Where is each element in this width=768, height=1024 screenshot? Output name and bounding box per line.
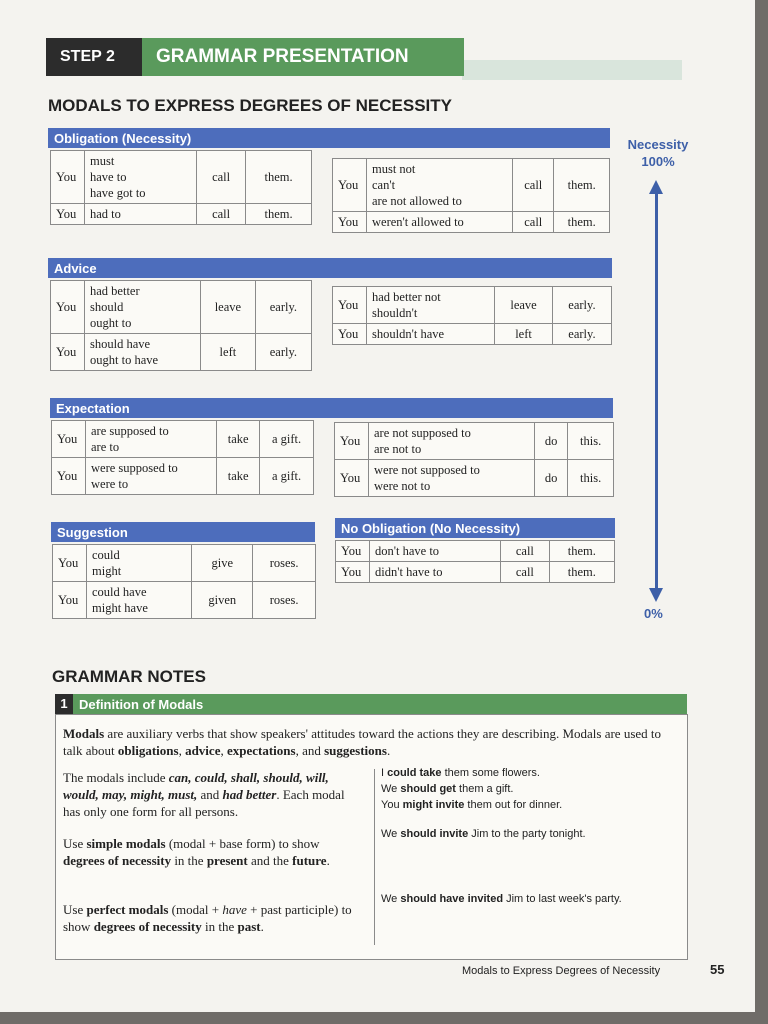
table-row — [333, 324, 612, 345]
note-section-bar — [55, 694, 687, 714]
ex4-a: We — [381, 828, 401, 840]
object-cell: this. — [568, 460, 614, 497]
note-box — [55, 714, 688, 960]
step-title: GRAMMAR PRESENTATION — [142, 38, 464, 76]
necessity-100-label: 100% — [641, 154, 675, 169]
section-suggestion-title: Suggestion — [51, 522, 315, 542]
note-section-number: 1 — [55, 694, 73, 714]
subject-cell: You — [333, 287, 367, 324]
modal-cell — [85, 281, 201, 334]
modal-phrase: had better not — [372, 290, 441, 304]
modal-phrase: must not — [372, 162, 416, 176]
verb-cell: call — [501, 541, 550, 562]
modal-phrase: could — [92, 548, 120, 562]
object-cell: them. — [554, 212, 610, 233]
grammar-notes-title: GRAMMAR NOTES — [52, 667, 206, 686]
p2-simple-modals: simple modals — [86, 836, 166, 851]
verb-cell: left — [495, 324, 553, 345]
modal-phrase: weren't allowed to — [372, 215, 464, 229]
modal-phrase: can't — [372, 178, 396, 192]
subject-cell: You — [52, 458, 86, 495]
modal-cell — [370, 541, 501, 562]
object-cell: them. — [554, 159, 610, 212]
p3-perfect-modals: perfect modals — [86, 902, 169, 917]
object-cell: this. — [568, 423, 614, 460]
ex3-c: them out for dinner. — [464, 799, 563, 811]
modal-phrase: have got to — [90, 186, 146, 200]
object-cell: roses. — [253, 582, 316, 619]
modal-cell — [367, 324, 495, 345]
step-banner — [46, 38, 464, 76]
subject-cell: You — [336, 562, 370, 583]
object-cell: a gift. — [260, 458, 314, 495]
footer-title: Modals to Express Degrees of Necessity — [462, 965, 661, 977]
table-row — [336, 541, 615, 562]
p2-text-g: and the — [247, 853, 293, 868]
intro-period: . — [386, 743, 391, 758]
necessity-scale-line — [655, 192, 658, 590]
p3-text-a: Use — [63, 902, 87, 917]
subject-cell: You — [333, 159, 367, 212]
note-examples-1 — [381, 765, 681, 813]
table-row — [53, 545, 316, 582]
p3-text-c: (modal + — [168, 902, 223, 917]
modal-phrase: were to — [91, 477, 129, 491]
p1-modal-list: can, could, shall, should, will, would, may, might, must, — [63, 770, 329, 802]
verb-cell: do — [534, 460, 567, 497]
intro-suggestions: suggestions — [324, 743, 387, 758]
table-row — [53, 582, 316, 619]
p1-text-a: The modals include — [63, 770, 169, 785]
p2-degrees: degrees of necessity — [63, 853, 172, 868]
modal-phrase: were not supposed to — [374, 463, 480, 477]
ex1-modal: could take — [387, 767, 442, 779]
modal-cell — [367, 212, 513, 233]
object-cell: a gift. — [260, 421, 314, 458]
table-row — [51, 334, 312, 371]
advice-table-left — [50, 280, 312, 371]
ex1-c: them some flowers. — [441, 767, 540, 779]
note-examples-3 — [381, 891, 681, 907]
note-intro — [63, 725, 673, 759]
advice-table-right — [332, 286, 612, 345]
ex3-a: You — [381, 799, 403, 811]
intro-text-2: Modals are used to talk about — [63, 726, 662, 758]
section-advice-title: Advice — [48, 258, 612, 278]
intro-sep-1: , — [178, 743, 186, 758]
ex2-c: them a gift. — [455, 783, 514, 795]
necessity-scale-label — [618, 136, 698, 170]
modal-cell — [369, 460, 535, 497]
necessity-label: Necessity — [627, 137, 689, 152]
modal-cell — [370, 562, 501, 583]
modal-phrase: have to — [90, 170, 127, 184]
ex4-c: Jim to the party tonight. — [468, 828, 586, 840]
example-1 — [381, 765, 681, 781]
p3-have: have — [222, 902, 247, 917]
note-paragraph-3 — [63, 901, 353, 935]
verb-cell: leave — [495, 287, 553, 324]
ex4-modal: should invite — [400, 828, 469, 840]
expectation-table-left — [51, 420, 314, 495]
intro-sep-2: , — [220, 743, 227, 758]
intro-expectations: expectations — [226, 743, 296, 758]
p3-period: . — [260, 919, 264, 934]
arrow-down-icon — [649, 588, 663, 602]
subject-cell: You — [335, 423, 369, 460]
p2-text-e: in the — [171, 853, 207, 868]
verb-cell: call — [197, 151, 246, 204]
p2-text-a: Use — [63, 836, 87, 851]
p2-future: future — [292, 853, 327, 868]
table-row — [51, 204, 312, 225]
table-row — [333, 212, 610, 233]
modal-phrase: are to — [91, 440, 120, 454]
object-cell: early. — [255, 334, 311, 371]
verb-cell: take — [217, 421, 260, 458]
table-row — [333, 287, 612, 324]
verb-cell: leave — [200, 281, 255, 334]
ex3-modal: might invite — [402, 799, 465, 811]
object-cell: roses. — [253, 545, 316, 582]
banner-shadow — [462, 60, 682, 80]
modal-phrase: ought to have — [90, 353, 159, 367]
p3-degrees: degrees of necessity — [93, 919, 202, 934]
object-cell: them. — [549, 541, 614, 562]
modal-phrase: don't have to — [375, 544, 440, 558]
no-obligation-table — [335, 540, 615, 583]
table-row — [335, 423, 614, 460]
modal-cell — [367, 287, 495, 324]
p2-period: . — [326, 853, 330, 868]
ex2-modal: should get — [400, 783, 456, 795]
verb-cell: call — [197, 204, 246, 225]
modal-phrase: are supposed to — [91, 424, 169, 438]
subject-cell: You — [336, 541, 370, 562]
modal-phrase: didn't have to — [375, 565, 443, 579]
page-title: MODALS TO EXPRESS DEGREES OF NECESSITY — [48, 96, 452, 115]
modal-phrase: could have — [92, 585, 147, 599]
verb-cell: call — [501, 562, 550, 583]
table-row — [51, 281, 312, 334]
ex1-a: I — [381, 767, 388, 779]
subject-cell: You — [51, 281, 85, 334]
modal-phrase: should — [90, 300, 124, 314]
subject-cell: You — [335, 460, 369, 497]
verb-cell: given — [192, 582, 253, 619]
subject-cell: You — [51, 204, 85, 225]
verb-cell: left — [200, 334, 255, 371]
modal-phrase: were supposed to — [91, 461, 178, 475]
verb-cell: call — [513, 159, 554, 212]
verb-cell: do — [534, 423, 567, 460]
subject-cell: You — [53, 545, 87, 582]
obligation-table-right — [332, 158, 610, 233]
modal-phrase: were not to — [374, 479, 431, 493]
p3-text-g: in the — [201, 919, 238, 934]
p1-text-e: . Each modal has only one form for all persons. — [63, 787, 345, 819]
table-row — [51, 151, 312, 204]
example-2 — [381, 781, 681, 797]
ex5-c: Jim to last week's party. — [503, 893, 622, 905]
modal-phrase: are not allowed to — [372, 194, 462, 208]
modal-cell — [85, 204, 197, 225]
object-cell: early. — [255, 281, 311, 334]
suggestion-table — [52, 544, 316, 619]
obligation-table-left — [50, 150, 312, 225]
modal-cell — [87, 582, 192, 619]
modal-phrase: had better — [90, 284, 140, 298]
modal-cell — [86, 458, 217, 495]
necessity-0-label: 0% — [644, 606, 663, 621]
subject-cell: You — [53, 582, 87, 619]
modal-phrase: might — [92, 564, 122, 578]
modal-phrase: are not supposed to — [374, 426, 471, 440]
verb-cell: take — [217, 458, 260, 495]
table-row — [333, 159, 610, 212]
modal-phrase: ought to — [90, 316, 132, 330]
modal-cell — [367, 159, 513, 212]
object-cell: early. — [552, 287, 611, 324]
modal-cell — [87, 545, 192, 582]
ex2-a: We — [381, 783, 401, 795]
p3-past: past — [237, 919, 261, 934]
verb-cell: call — [513, 212, 554, 233]
modal-phrase: should have — [90, 337, 151, 351]
modal-phrase: must — [90, 154, 115, 168]
note-examples-2 — [381, 826, 681, 842]
ex5-a: We — [381, 893, 401, 905]
ex5-modal: should have invited — [400, 893, 504, 905]
subject-cell: You — [51, 334, 85, 371]
modal-cell — [369, 423, 535, 460]
subject-cell: You — [51, 151, 85, 204]
example-4 — [381, 826, 681, 842]
modal-cell — [86, 421, 217, 458]
modal-phrase: had to — [90, 207, 121, 221]
modal-cell — [85, 151, 197, 204]
section-obligation-title: Obligation (Necessity) — [48, 128, 610, 148]
p3-text-e: + past participle) to show — [63, 902, 352, 934]
object-cell: them. — [246, 151, 312, 204]
object-cell: them. — [246, 204, 312, 225]
p1-had-better: had better — [222, 787, 277, 802]
modal-phrase: shouldn't — [372, 306, 418, 320]
object-cell: early. — [552, 324, 611, 345]
intro-obligations: obligations — [117, 743, 179, 758]
table-row — [52, 458, 314, 495]
verb-cell: give — [192, 545, 253, 582]
subject-cell: You — [52, 421, 86, 458]
note-paragraph-2 — [63, 835, 353, 869]
p2-text-c: (modal + base form) to show — [165, 836, 320, 851]
table-row — [336, 562, 615, 583]
intro-text-1: are auxiliary verbs that show speakers' attitudes toward the actions they are describing. — [104, 726, 560, 741]
intro-advice: advice — [185, 743, 221, 758]
modal-phrase: are not to — [374, 442, 422, 456]
page-number: 55 — [710, 962, 725, 977]
p1-text-c: and — [197, 787, 223, 802]
table-row — [52, 421, 314, 458]
modal-phrase: shouldn't have — [372, 327, 445, 341]
object-cell: them. — [549, 562, 614, 583]
section-no-obligation-title: No Obligation (No Necessity) — [335, 518, 615, 538]
table-row — [335, 460, 614, 497]
subject-cell: You — [333, 212, 367, 233]
p2-present: present — [206, 853, 248, 868]
example-3 — [381, 797, 681, 813]
expectation-table-right — [334, 422, 614, 497]
intro-modals-term: Modals — [63, 726, 105, 741]
subject-cell: You — [333, 324, 367, 345]
intro-sep-3: , and — [295, 743, 325, 758]
note-divider — [374, 769, 375, 945]
step-label: STEP 2 — [46, 38, 142, 76]
modal-phrase: might have — [92, 601, 148, 615]
section-expectation-title: Expectation — [50, 398, 613, 418]
note-paragraph-1 — [63, 769, 353, 820]
note-section-title: Definition of Modals — [79, 697, 204, 712]
example-5 — [381, 891, 681, 907]
modal-cell — [85, 334, 201, 371]
